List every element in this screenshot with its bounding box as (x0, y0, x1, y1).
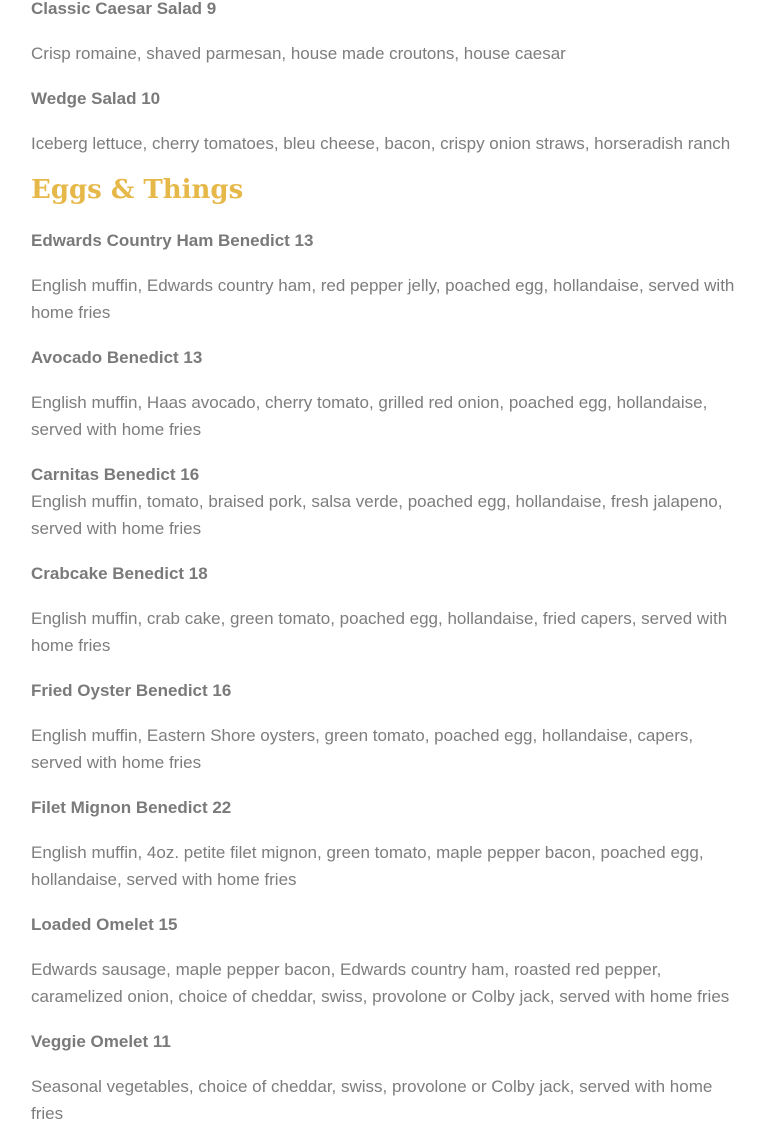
item-desc-crabcake-benedict: English muffin, crab cake, green tomato, poached egg, hollandaise, fried capers, served with home fries (31, 609, 728, 655)
item-title-carnitas-benedict: Carnitas Benedict 16 (31, 465, 200, 484)
item-title-loaded-omelet: Loaded Omelet 15 (31, 915, 178, 934)
item-title-veggie-omelet: Veggie Omelet 11 (31, 1032, 171, 1051)
item-desc-avocado-benedict: English muffin, Haas avocado, cherry tomato, grilled red onion, poached egg, hollandaise, served with home fries (31, 393, 708, 439)
item-title-avocado-benedict: Avocado Benedict 13 (31, 348, 203, 367)
item-desc-classic-caesar-salad: Crisp romaine, shaved parmesan, house made croutons, house caesar (31, 44, 566, 63)
item-title-crabcake-benedict: Crabcake Benedict 18 (31, 564, 208, 583)
item-title-edwards-country-ham-benedict: Edwards Country Ham Benedict 13 (31, 231, 314, 250)
item-desc-loaded-omelet: Edwards sausage, maple pepper bacon, Edwards country ham, roasted red pepper, caramelized onion, choice of cheddar, swiss, provolone or Colby jack, served with home fries (31, 960, 730, 1006)
item-desc-filet-mignon-benedict: English muffin, 4oz. petite filet mignon, green tomato, maple pepper bacon, poached egg, hollandaise, served with home fries (31, 843, 704, 889)
item-desc-edwards-country-ham-benedict: English muffin, Edwards country ham, red pepper jelly, poached egg, hollandaise, served with home fries (31, 276, 735, 322)
item-title-filet-mignon-benedict: Filet Mignon Benedict 22 (31, 798, 232, 817)
item-title-fried-oyster-benedict: Fried Oyster Benedict 16 (31, 681, 232, 700)
item-title-wedge-salad: Wedge Salad 10 (31, 89, 161, 108)
item-desc-carnitas-benedict: English muffin, tomato, braised pork, salsa verde, poached egg, hollandaise, fresh jalapeno, served with home fries (31, 492, 723, 538)
section-heading-eggs-and-things: Eggs & Things (31, 175, 244, 205)
item-desc-veggie-omelet: Seasonal vegetables, choice of cheddar, swiss, provolone or Colby jack, served with home fries (31, 1077, 713, 1123)
item-desc-fried-oyster-benedict: English muffin, Eastern Shore oysters, green tomato, poached egg, hollandaise, capers, served with home fries (31, 726, 694, 772)
item-desc-wedge-salad: Iceberg lettuce, cherry tomatoes, bleu cheese, bacon, crispy onion straws, horseradish ranch (31, 134, 731, 153)
item-title-classic-caesar-salad: Classic Caesar Salad 9 (31, 0, 217, 18)
